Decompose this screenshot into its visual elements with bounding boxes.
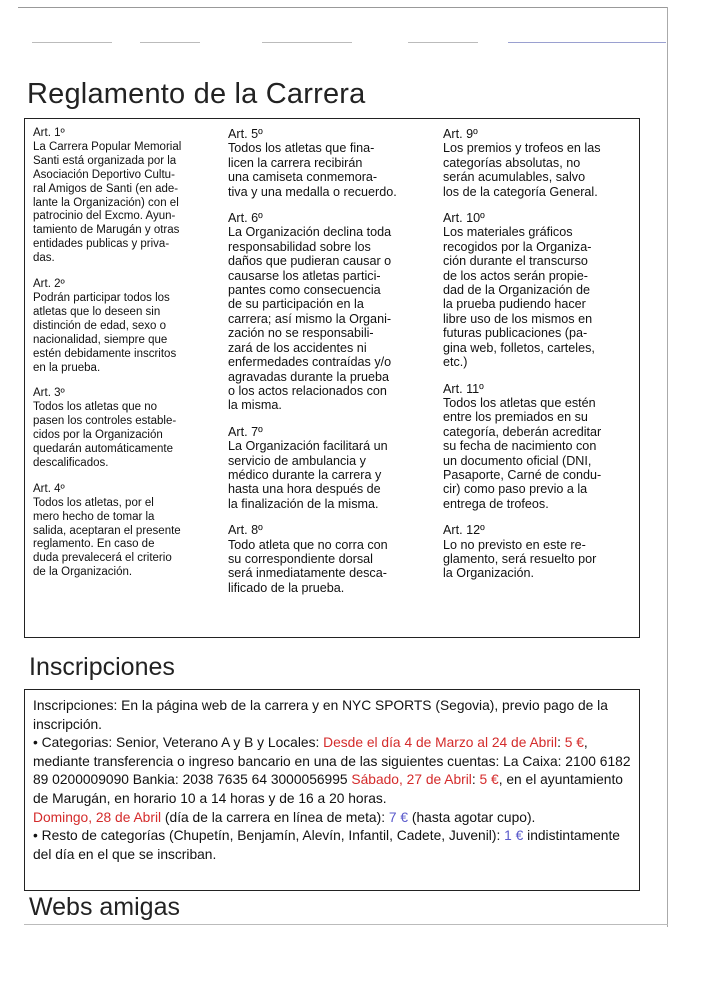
article-text: Todos los atletas que estén entre los premiados en su categoría, deberán acreditar su fecha de nacimiento con un documento oficial (DNI, Pasaporte, Carné de condu- cir) como paso previo a la entrega de trofeos. <box>443 395 602 511</box>
article-text: Los materiales gráficos recogidos por la Organiza- ción durante el transcurso de los actos serán propie- dad de la Organización de la prueba pudiendo hacer libre uso de los mismos en futuras publicaciones (pa- gina web, folletos, carteles, etc.) <box>443 225 595 370</box>
article-label: Art. 1º <box>33 127 65 139</box>
resto-price: 1 € <box>504 828 524 844</box>
article <box>228 211 433 413</box>
article-label: Art. 7º <box>228 424 263 439</box>
inscripciones-intro: Inscripciones: En la página web de la carrera y en NYC SPORTS (Segovia), previo pago de la inscripción. <box>33 698 608 732</box>
domingo-details: (día de la carrera en línea de meta): <box>161 809 389 825</box>
domingo-price: 7 € <box>388 809 409 825</box>
decorative-rule <box>32 42 112 43</box>
categorias-details: , mediante transferencia o ingreso bancario en una de las siguientes cuentas: La Caixa: 2100 6182 89 0200009090 Bankia: 2038 7635 64 3000056995 <box>33 735 631 788</box>
article <box>33 483 223 580</box>
rules-column-3 <box>443 127 635 593</box>
categorias-period: Desde el día 4 de Marzo al 24 de Abril <box>323 735 558 751</box>
article <box>443 127 635 199</box>
article <box>443 211 635 369</box>
article-text: Todos los atletas, por el mero hecho de tomar la salida, aceptaran el presente reglamento. En caso de duda prevalecerá el criterio de la Organización. <box>33 496 181 579</box>
decorative-rule <box>408 42 478 43</box>
article-label: Art. 8º <box>228 523 263 538</box>
article <box>443 382 635 512</box>
article-label: Art. 9º <box>443 127 478 141</box>
article-text: La Organización declina toda responsabilidad sobre los daños que pudieran causar o causarse los atletas partici- pantes como consecuencia de su participación en la carrera; así mismo la Organi- zación no se responsabili- zará de los accidentes ni enfermedades contraídas y/o agravadas durante la prueba o los actos relacionados con la misma. <box>228 225 392 413</box>
rules-column-2 <box>228 127 433 607</box>
inscripciones-resto <box>33 827 633 864</box>
sabado-date: Sábado, 27 de Abril <box>351 772 472 788</box>
article-text: Todo atleta que no corra con su correspondiente dorsal será inmediatamente desca- lificado de la prueba. <box>228 537 388 595</box>
separator: : <box>557 735 565 751</box>
inscripciones-categorias <box>33 734 633 808</box>
inscripciones-box <box>24 689 640 891</box>
decorative-rule <box>508 42 666 43</box>
article-label: Art. 4º <box>33 482 65 495</box>
article-text: La Organización facilitará un servicio de ambulancia y médico durante la carrera y hasta una hora después de la finalización de la misma. <box>228 439 388 511</box>
page-border-right <box>667 7 668 927</box>
article-label: Art. 3º <box>33 387 65 400</box>
domingo-note: (hasta agotar cupo). <box>408 809 536 825</box>
article-label: Art. 12º <box>443 523 485 538</box>
inscripciones-title: Inscripciones <box>29 653 175 681</box>
article-text: Todos los atletas que fina- licen la carrera recibirán una camiseta conmemora- tiva y una medalla o recuerdo. <box>228 141 397 199</box>
article-text: Lo no previsto en este re- glamento, será resuelto por la Organización. <box>443 537 597 581</box>
article-label: Art. 5º <box>228 127 263 141</box>
article-text: Los premios y trofeos en las categorías absolutas, no serán acumulables, salvo los de la categoría General. <box>443 141 601 199</box>
article <box>33 387 223 470</box>
decorative-rule <box>140 42 200 43</box>
article <box>228 523 433 595</box>
article-label: Art. 11º <box>443 381 484 396</box>
decorative-rule <box>262 42 352 43</box>
resto-note: indistintamente del día en el que se inscriban. <box>33 828 620 862</box>
article-text: Todos los atletas que no pasen los controles estable- cidos por la Organización quedarán automáticamente descalificados. <box>33 401 177 469</box>
bottom-rule <box>24 924 668 925</box>
sabado-price: 5 € <box>479 772 499 788</box>
article <box>33 278 223 375</box>
article-label: Art. 6º <box>228 211 263 226</box>
separator: : <box>471 772 480 788</box>
article-text: Podrán participar todos los atletas que lo deseen sin distinción de edad, sexo o nacionalidad, siempre que estén debidamente inscritos en la prueba. <box>33 291 177 374</box>
rules-column-1 <box>33 127 223 592</box>
article <box>228 425 433 511</box>
article-text: La Carrera Popular Memorial Santi está organizada por la Asociación Deportivo Cultu- ral Amigos de Santi (en ade- lante la Organización) con el patrocinio del Excmo. Ayun- tamiento de Marugán y otras entidades publicas y priva- das. <box>33 140 182 265</box>
article <box>33 127 223 266</box>
rules-box <box>24 118 640 638</box>
inscripciones-domingo <box>33 809 633 828</box>
resto-categorias: • Resto de categorías (Chupetín, Benjamín, Alevín, Infantil, Cadete, Juvenil): <box>33 828 505 844</box>
reglamento-title: Reglamento de la Carrera <box>27 78 366 110</box>
article-label: Art. 2º <box>33 278 65 291</box>
article <box>228 127 433 199</box>
categorias-price: 5 € <box>564 735 584 751</box>
page-border-top <box>18 7 668 8</box>
webs-amigas-title: Webs amigas <box>29 893 180 921</box>
domingo-date: Domingo, 28 de Abril <box>33 809 162 825</box>
article <box>443 523 635 581</box>
categorias-label: • Categorias: Senior, Veterano A y B y Locales: <box>33 735 324 751</box>
article-label: Art. 10º <box>443 211 485 226</box>
sabado-details: , en el ayuntamiento de Marugán, en horario 10 a 14 horas y de 16 a 20 horas. <box>33 772 623 806</box>
